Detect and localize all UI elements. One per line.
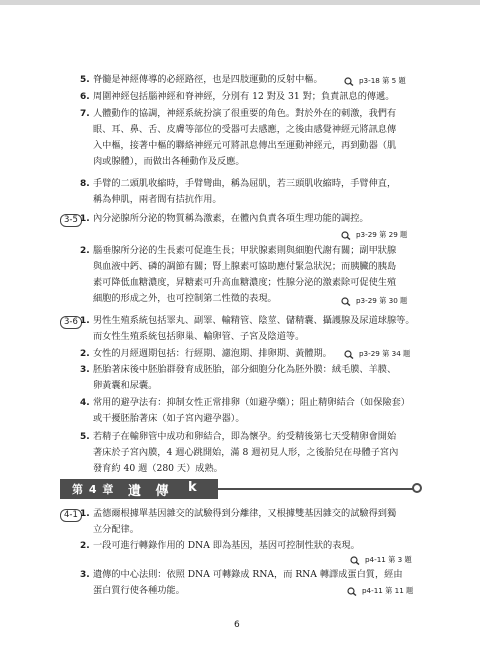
item-text: 手臂的二頭肌收縮時，手臂彎曲，稱為屈肌，若三頭肌收縮時，手臂伸直， <box>93 178 397 189</box>
reference[interactable] <box>350 555 412 565</box>
item-number: 1. <box>80 316 90 326</box>
list-item <box>80 89 433 105</box>
reference-text: p3-29 第 29 題 <box>356 230 408 239</box>
list-item <box>80 346 353 362</box>
reference-text: p3-18 第 5 題 <box>359 76 406 85</box>
magnifier-icon <box>344 350 356 359</box>
item-text: 一段可進行轉錄作用的 DNA 即為基因，基因可控制性狀的表現。 <box>93 540 360 551</box>
item-text: 發育約 40 週（280 天）成熟。 <box>93 463 223 474</box>
section-tag: 4-1 <box>60 509 82 522</box>
list-item <box>80 211 433 227</box>
item-number: 5. <box>80 432 90 442</box>
reference[interactable] <box>341 296 407 306</box>
item-text: 男性生殖系統包括睪丸、副睪、輸精管、陰莖、儲精囊、攝護腺及尿道球腺等。 <box>93 315 415 326</box>
item-text: 遺傳的中心法則：依照 DNA 可轉錄成 RNA，而 RNA 轉譯成蛋白質，經由 <box>93 569 403 580</box>
item-text: 人體動作的協調，神經系統扮演了很重要的角色。對於外在的刺激，我們有 <box>93 108 397 119</box>
item-text: 若精子在輸卵管中成功和卵結合，即為懷孕。約受精後第七天受精卵會開始 <box>93 431 397 442</box>
section-tag: 3-5 <box>60 214 82 227</box>
item-number: 2. <box>80 541 90 551</box>
chapter-header <box>60 479 420 499</box>
reference-text: p3-29 第 34 題 <box>359 349 411 358</box>
item-text: 立分配律。 <box>93 524 139 535</box>
chapter-label: 第 4 章 <box>72 483 115 496</box>
list-item <box>80 506 433 538</box>
magnifier-icon <box>344 77 356 86</box>
page-number: 6 <box>234 620 240 630</box>
list-item <box>80 106 433 170</box>
item-text: 著床於子宮內膜，4 週心跳開始，滿 8 週初見人形，之後胎兒在母體子宮內 <box>93 447 399 458</box>
item-number: 2. <box>80 246 90 256</box>
list-item <box>80 395 438 427</box>
item-number: 3. <box>80 570 90 580</box>
item-text: 卵黃囊和尿囊。 <box>93 380 158 391</box>
item-number: 7. <box>80 109 90 119</box>
item-number: 5. <box>80 75 90 85</box>
section-tag: 3-6 <box>60 316 82 329</box>
reference[interactable] <box>341 230 407 240</box>
magnifier-icon <box>350 556 362 565</box>
reference-text: p3-29 第 30 題 <box>356 296 408 305</box>
reference-text: p4-11 第 11 題 <box>362 586 414 595</box>
chapter-rule <box>218 488 418 490</box>
chapter-ornament <box>412 483 422 493</box>
reference-text: p4-11 第 3 題 <box>365 555 412 564</box>
item-text: 眼、耳、鼻、舌、皮膚等部位的受器可去感應，之後由感覺神經元將訊息傳 <box>93 124 397 135</box>
item-text: 周圍神經包括腦神經和脊神經，分別有 12 對及 31 對；負責訊息的傳遞。 <box>93 91 395 102</box>
reference[interactable] <box>347 586 413 596</box>
item-text: 孟德爾根據單基因雜交的試驗得到分離律，又根據雙基因雜交的試驗得到獨 <box>93 508 397 519</box>
item-number: 2. <box>80 349 90 359</box>
magnifier-icon <box>341 231 353 240</box>
item-text: 細胞的形成之外，也可控制第二性徵的表現。 <box>93 293 277 304</box>
magnifier-icon <box>347 587 359 596</box>
item-number: 3. <box>80 365 90 375</box>
item-number: 6. <box>80 92 90 102</box>
item-number: 1. <box>80 214 90 224</box>
item-text: 或干擾胚胎著床（如子宮內避孕器）。 <box>93 413 245 424</box>
item-text: 胚胎著床後中胚胎群發育成胚胎，部分細胞分化為胚外膜：絨毛膜、羊膜、 <box>93 364 397 375</box>
item-text: 蛋白質行使各種功能。 <box>93 585 185 596</box>
item-text: 稱為伸肌，兩者間有拮抗作用。 <box>93 194 222 205</box>
item-text: 與血液中鈣、磷的調節有關；腎上腺素可協助應付緊急狀況；而胰臟的胰島 <box>93 261 397 272</box>
reference[interactable] <box>344 349 410 359</box>
item-number: 8. <box>80 179 90 189</box>
item-number: 1. <box>80 509 90 519</box>
magnifier-icon <box>341 297 353 306</box>
list-item <box>80 176 433 208</box>
chapter-title: 遺 傳 <box>128 484 174 499</box>
list-item <box>80 538 433 554</box>
item-text: 而女性生殖系統包括卵巢、輸卵管、子宮及陰道等。 <box>93 331 305 342</box>
item-text: 女性的月經週期包括：行經期、濾泡期、排卵期、黃體期。 <box>93 348 332 359</box>
item-text: 入中樞，接著中樞的聯絡神經元可將訊息傳出至運動神經元，再到動器（肌 <box>93 140 397 151</box>
item-text: 脊髓是神經傳導的必經路徑，也是四肢運動的反射中樞。 <box>93 74 323 85</box>
item-text: 腦垂腺所分泌的生長素可促進生長；甲狀腺素則與細胞代謝有關；副甲狀腺 <box>93 245 397 256</box>
list-item <box>80 313 438 345</box>
list-item <box>80 362 433 394</box>
item-text: 肉或腺體），而做出各種動作及反應。 <box>93 156 245 167</box>
chapter-suffix: k <box>188 480 197 495</box>
item-text: 內分泌腺所分泌的物質稱為激素，在體內負責各項生理功能的調控。 <box>93 213 369 224</box>
reference[interactable] <box>344 76 406 86</box>
item-number: 4. <box>80 398 90 408</box>
item-text: 常用的避孕法有：抑制女性正常排卵（如避孕藥）；阻止精卵結合（如保險套） <box>93 397 410 408</box>
list-item <box>80 429 433 477</box>
item-text: 素可降低血糖濃度，昇糖素可升高血糖濃度；性腺分泌的激素除可促使生殖 <box>93 277 397 288</box>
